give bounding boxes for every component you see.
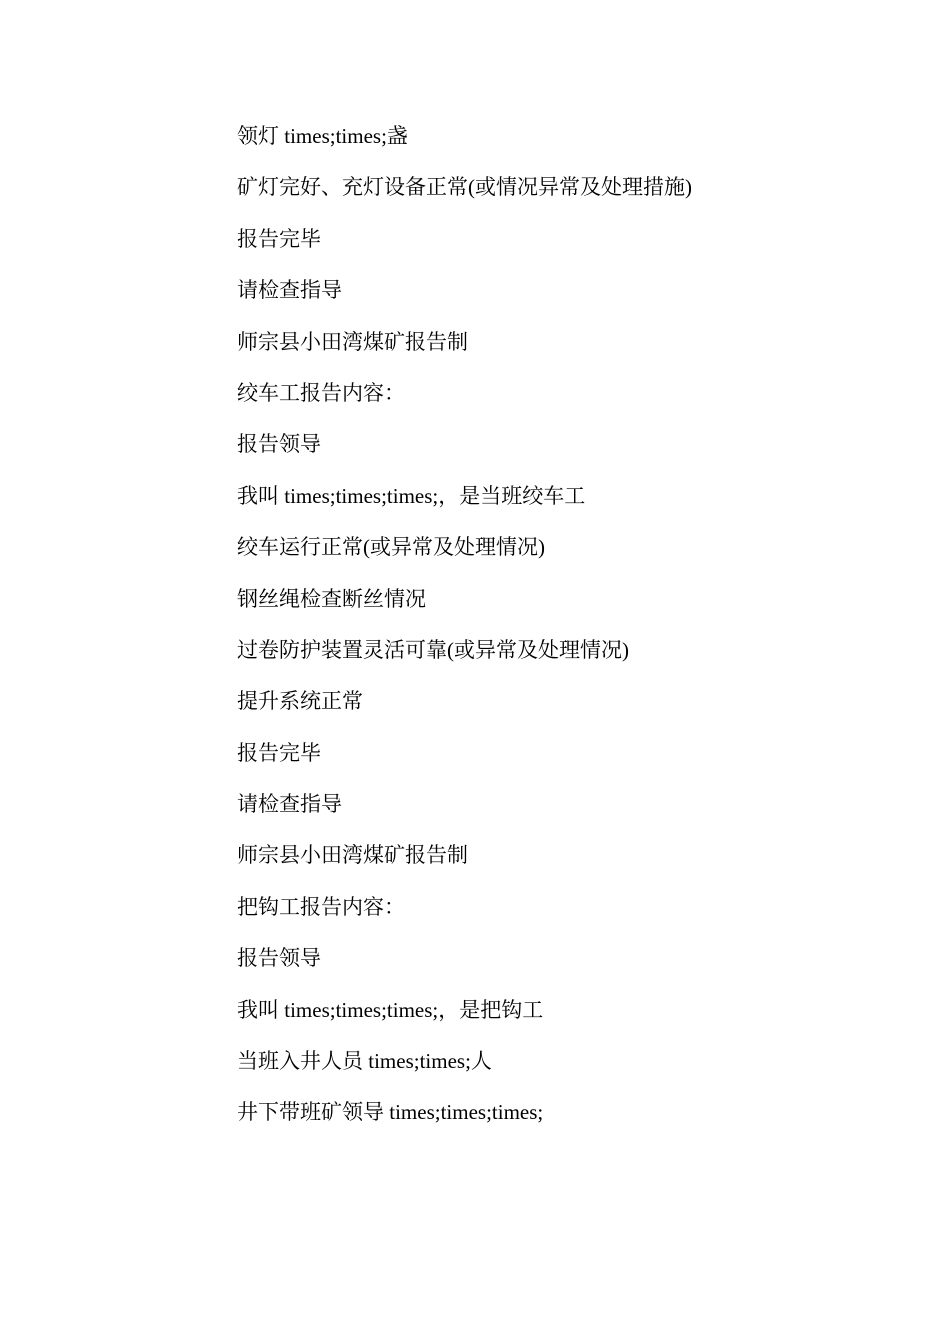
section-title: 师宗县小田湾煤矿报告制 bbox=[237, 329, 468, 354]
document-body bbox=[237, 121, 857, 1149]
text-line: 我叫 times;times;times;，是把钩工 bbox=[237, 997, 544, 1022]
section-title: 师宗县小田湾煤矿报告制 bbox=[237, 843, 468, 868]
text-line: 报告完毕 bbox=[237, 226, 321, 251]
section-heading: 绞车工报告内容： bbox=[237, 380, 405, 405]
text-line: 矿灯完好、充灯设备正常(或情况异常及处理措施) bbox=[237, 175, 692, 200]
text-line: 请检查指导 bbox=[237, 278, 342, 303]
text-line: 报告领导 bbox=[237, 946, 321, 971]
text-line: 井下带班矿领导 times;times;times; bbox=[237, 1100, 544, 1125]
text-line: 过卷防护装置灵活可靠(或异常及处理情况) bbox=[237, 637, 629, 662]
text-line: 提升系统正常 bbox=[237, 689, 363, 714]
text-line: 当班入井人员 times;times;人 bbox=[237, 1049, 492, 1074]
text-line: 绞车运行正常(或异常及处理情况) bbox=[237, 535, 545, 560]
text-line: 请检查指导 bbox=[237, 792, 342, 817]
text-line: 领灯 times;times;盏 bbox=[237, 124, 408, 148]
section-heading: 把钩工报告内容： bbox=[237, 894, 405, 919]
text-line: 报告完毕 bbox=[237, 740, 321, 765]
text-line: 钢丝绳检查断丝情况 bbox=[237, 586, 426, 611]
text-line: 报告领导 bbox=[237, 432, 321, 457]
text-line: 我叫 times;times;times;，是当班绞车工 bbox=[237, 483, 586, 508]
